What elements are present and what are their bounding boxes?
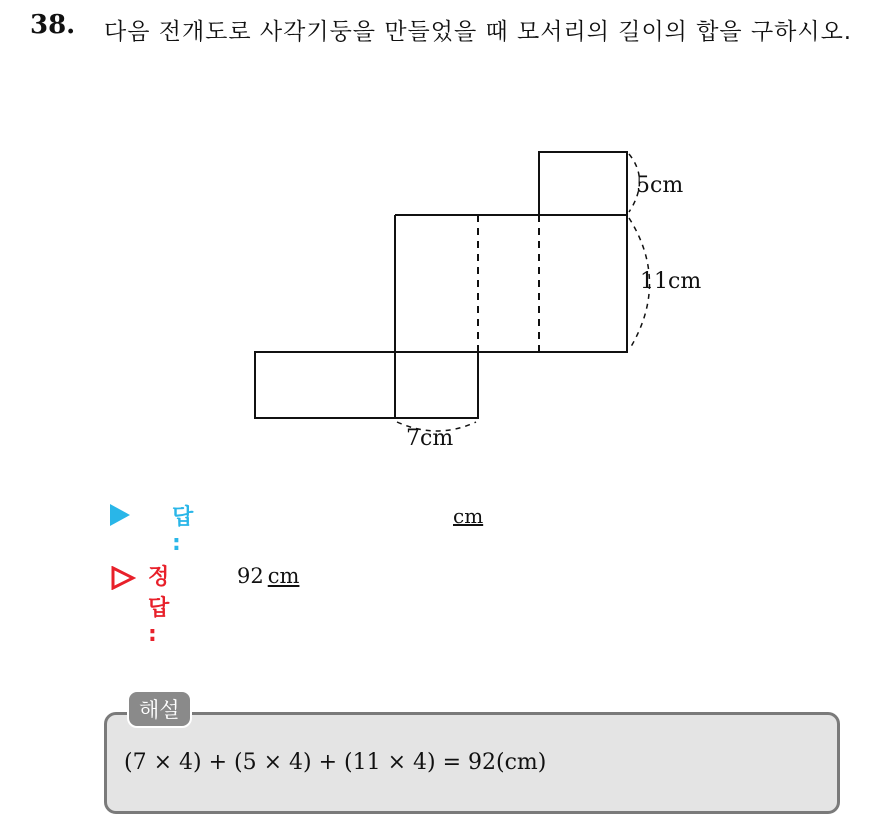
question-number: 38.	[30, 10, 76, 40]
net-bottom-face	[395, 352, 478, 418]
label-5cm: 5cm	[636, 173, 684, 198]
correct-answer-unit: cm	[267, 564, 300, 588]
label-7cm: 7cm	[406, 426, 454, 451]
solution-text: (7 × 4) + (5 × 4) + (11 × 4) = 92(cm)	[124, 750, 547, 775]
correct-answer-number: 92	[237, 564, 264, 588]
label-11cm: 11cm	[640, 269, 702, 294]
answer-blank-unit: cm	[453, 504, 484, 528]
play-icon	[110, 504, 130, 526]
play-outline-icon	[110, 566, 136, 590]
net-middle-band	[395, 215, 627, 352]
correct-answer-value	[237, 564, 299, 588]
answer-blank-row	[110, 504, 484, 556]
answer-label: 답 :	[172, 505, 194, 556]
net-left-face	[255, 352, 395, 418]
question-text: 다음 전개도로 사각기둥을 만들었을 때 모서리의 길이의 합을 구하시오.	[104, 19, 853, 45]
solution-tag: 해설	[127, 690, 192, 728]
net-top-face	[539, 152, 627, 215]
correct-answer-label: 정답 :	[148, 565, 170, 647]
prism-net-figure	[240, 140, 720, 460]
